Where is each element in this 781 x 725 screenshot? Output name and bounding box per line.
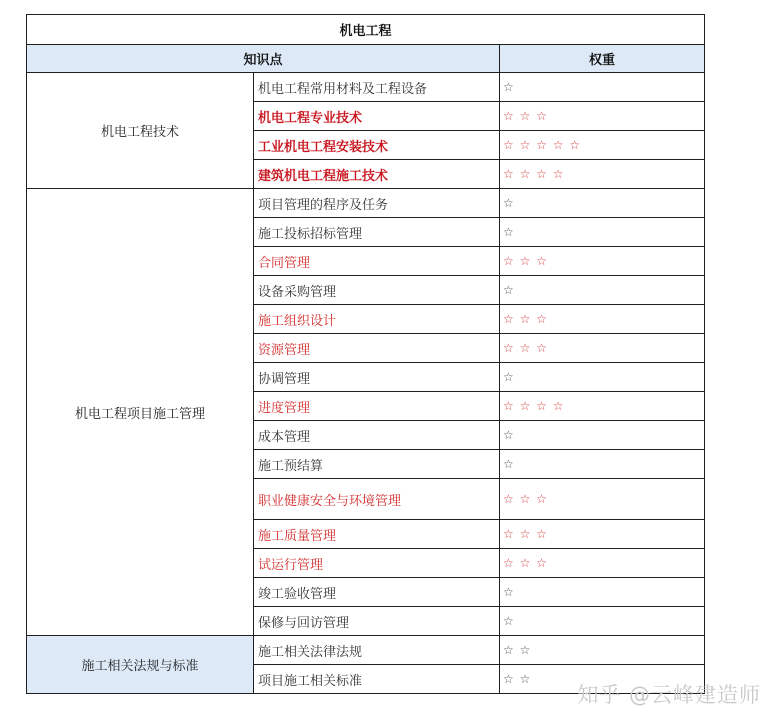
weight-stars: ☆ bbox=[500, 73, 705, 102]
weight-stars: ☆ ☆ ☆ bbox=[500, 479, 705, 520]
knowledge-point: 施工投标招标管理 bbox=[254, 218, 500, 247]
weight-stars: ☆ ☆ ☆ bbox=[500, 102, 705, 131]
knowledge-point: 职业健康安全与环境管理 bbox=[254, 479, 500, 520]
knowledge-point: 工业机电工程安装技术 bbox=[254, 131, 500, 160]
knowledge-point: 建筑机电工程施工技术 bbox=[254, 160, 500, 189]
knowledge-point: 竣工验收管理 bbox=[254, 578, 500, 607]
knowledge-point: 保修与回访管理 bbox=[254, 607, 500, 636]
weight-stars: ☆ ☆ ☆ bbox=[500, 305, 705, 334]
knowledge-point: 项目管理的程序及任务 bbox=[254, 189, 500, 218]
knowledge-point: 试运行管理 bbox=[254, 549, 500, 578]
knowledge-point: 施工质量管理 bbox=[254, 520, 500, 549]
weight-stars: ☆ bbox=[500, 189, 705, 218]
knowledge-point: 施工预结算 bbox=[254, 450, 500, 479]
knowledge-point: 成本管理 bbox=[254, 421, 500, 450]
table-title: 机电工程 bbox=[27, 15, 705, 45]
weight-stars: ☆ ☆ bbox=[500, 665, 705, 694]
category-cell: 施工相关法规与标准 bbox=[27, 636, 254, 694]
knowledge-point: 协调管理 bbox=[254, 363, 500, 392]
weight-stars: ☆ bbox=[500, 276, 705, 305]
category-cell: 机电工程项目施工管理 bbox=[27, 189, 254, 636]
weight-stars: ☆ ☆ ☆ ☆ ☆ bbox=[500, 131, 705, 160]
knowledge-point: 项目施工相关标准 bbox=[254, 665, 500, 694]
knowledge-point: 施工组织设计 bbox=[254, 305, 500, 334]
weight-stars: ☆ bbox=[500, 578, 705, 607]
table-row bbox=[27, 73, 705, 102]
weight-stars: ☆ bbox=[500, 218, 705, 247]
knowledge-weight-table bbox=[26, 14, 705, 694]
weight-stars: ☆ ☆ ☆ bbox=[500, 247, 705, 276]
weight-stars: ☆ bbox=[500, 421, 705, 450]
knowledge-point: 机电工程专业技术 bbox=[254, 102, 500, 131]
weight-stars: ☆ ☆ ☆ ☆ bbox=[500, 160, 705, 189]
knowledge-point: 合同管理 bbox=[254, 247, 500, 276]
knowledge-point: 资源管理 bbox=[254, 334, 500, 363]
weight-stars: ☆ ☆ ☆ ☆ bbox=[500, 392, 705, 421]
knowledge-point: 机电工程常用材料及工程设备 bbox=[254, 73, 500, 102]
weight-stars: ☆ bbox=[500, 607, 705, 636]
table-row bbox=[27, 189, 705, 218]
weight-stars: ☆ bbox=[500, 450, 705, 479]
header-weight: 权重 bbox=[500, 45, 705, 73]
knowledge-point: 施工相关法律法规 bbox=[254, 636, 500, 665]
watermark: 知乎 @云峰建造师 bbox=[577, 683, 761, 707]
weight-stars: ☆ ☆ ☆ bbox=[500, 334, 705, 363]
knowledge-point: 设备采购管理 bbox=[254, 276, 500, 305]
header-knowledge: 知识点 bbox=[27, 45, 500, 73]
weight-stars: ☆ bbox=[500, 363, 705, 392]
weight-stars: ☆ ☆ ☆ bbox=[500, 520, 705, 549]
weight-stars: ☆ ☆ ☆ bbox=[500, 549, 705, 578]
table-row bbox=[27, 636, 705, 665]
weight-stars: ☆ ☆ bbox=[500, 636, 705, 665]
knowledge-point: 进度管理 bbox=[254, 392, 500, 421]
category-cell: 机电工程技术 bbox=[27, 73, 254, 189]
